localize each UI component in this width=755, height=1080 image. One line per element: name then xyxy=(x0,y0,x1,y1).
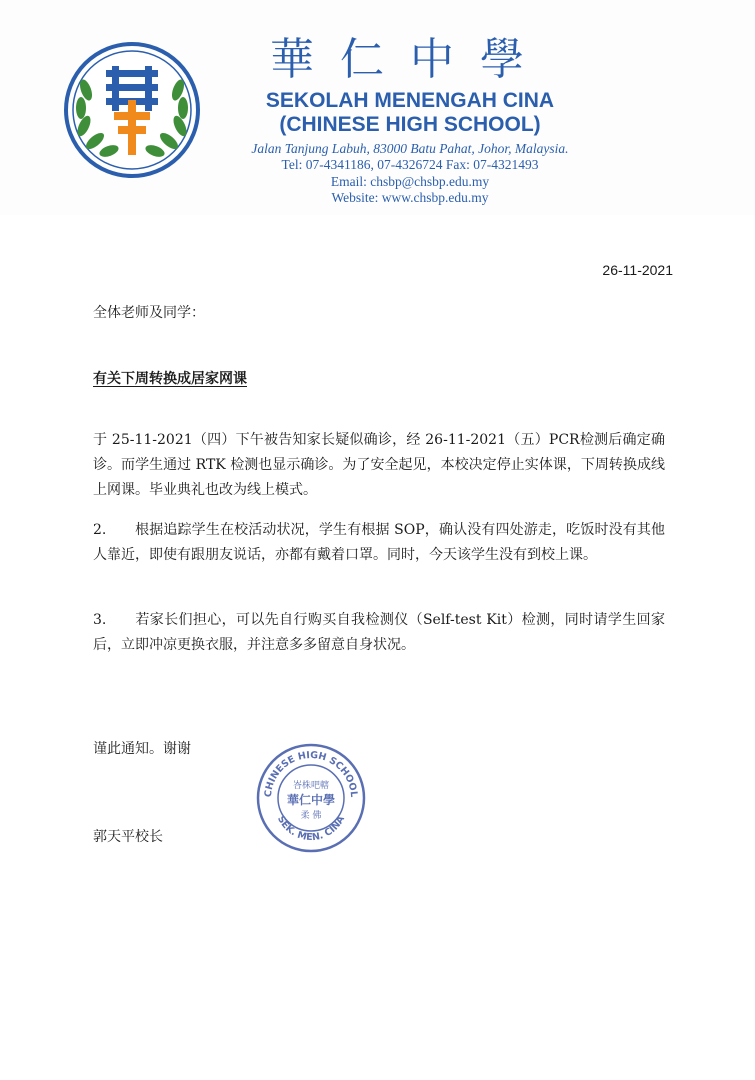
stamp-center-line2: 華仁中學 xyxy=(286,793,336,807)
stamp-bottom-text: SEK. MEN. CINA xyxy=(275,814,348,844)
school-address: Jalan Tanjung Labuh, 83000 Batu Pahat, Johor, Malaysia. xyxy=(251,141,569,156)
paragraph-3 xyxy=(93,608,665,658)
paragraph-text: 若家长们担心，可以先自行购买自我检测仪（Self-test Kit）检测，同时请学生回家后，立即冲凉更换衣服，并注意多多留意自身状况。 xyxy=(93,612,665,653)
school-chinese-name: 華仁中學 xyxy=(270,34,550,85)
signatory-name: 郭天平校长 xyxy=(93,829,163,845)
school-malay-name: SEKOLAH MENENGAH CINA xyxy=(265,89,555,112)
letterhead xyxy=(0,0,755,215)
stamp-center-line3: 柔 佛 xyxy=(300,811,322,821)
paragraph-1 xyxy=(93,428,665,503)
stamp-center-line1: 峇株吧轄 xyxy=(292,781,330,791)
paragraph-text: 于 25-11-2021（四）下午被告知家长疑似确诊，经 26-11-2021（五）PCR检测后确定确诊。而学生通过 RTK 检测也显示确诊。为了安全起见，本校决定停止实体课，下周转换成线上网课。毕业典礼也改为线上模式。 xyxy=(93,432,665,498)
paragraph-text: 根据追踪学生在校活动状况，学生有根据 SOP，确认没有四处游走，吃饭时没有其他人靠近，即使有跟朋友说话，亦都有戴着口罩。同时，今天该学生没有到校上课。 xyxy=(93,522,665,563)
salutation: 全体老师及同学： xyxy=(93,305,205,321)
paragraph-number: 3. xyxy=(93,612,107,628)
paragraph-number: 2. xyxy=(93,522,107,538)
subject-heading: 有关下周转换成居家网课 xyxy=(93,371,247,387)
stamp-top-text: CHINESE HIGH SCHOOL xyxy=(262,749,360,798)
paragraph-2 xyxy=(93,518,665,568)
school-crest-icon xyxy=(62,40,202,180)
school-stamp xyxy=(255,742,367,854)
school-phone: Tel: 07-4341186, 07-4326724 Fax: 07-4321493 xyxy=(281,157,539,172)
school-english-name: (CHINESE HIGH SCHOOL) xyxy=(279,113,541,136)
letter-date: 26-11-2021 xyxy=(602,262,673,278)
school-website: Website: www.chsbp.edu.my xyxy=(331,190,489,205)
school-email: Email: chsbp@chsbp.edu.my xyxy=(330,174,490,189)
closing-line: 谨此通知。谢谢 xyxy=(93,741,191,757)
